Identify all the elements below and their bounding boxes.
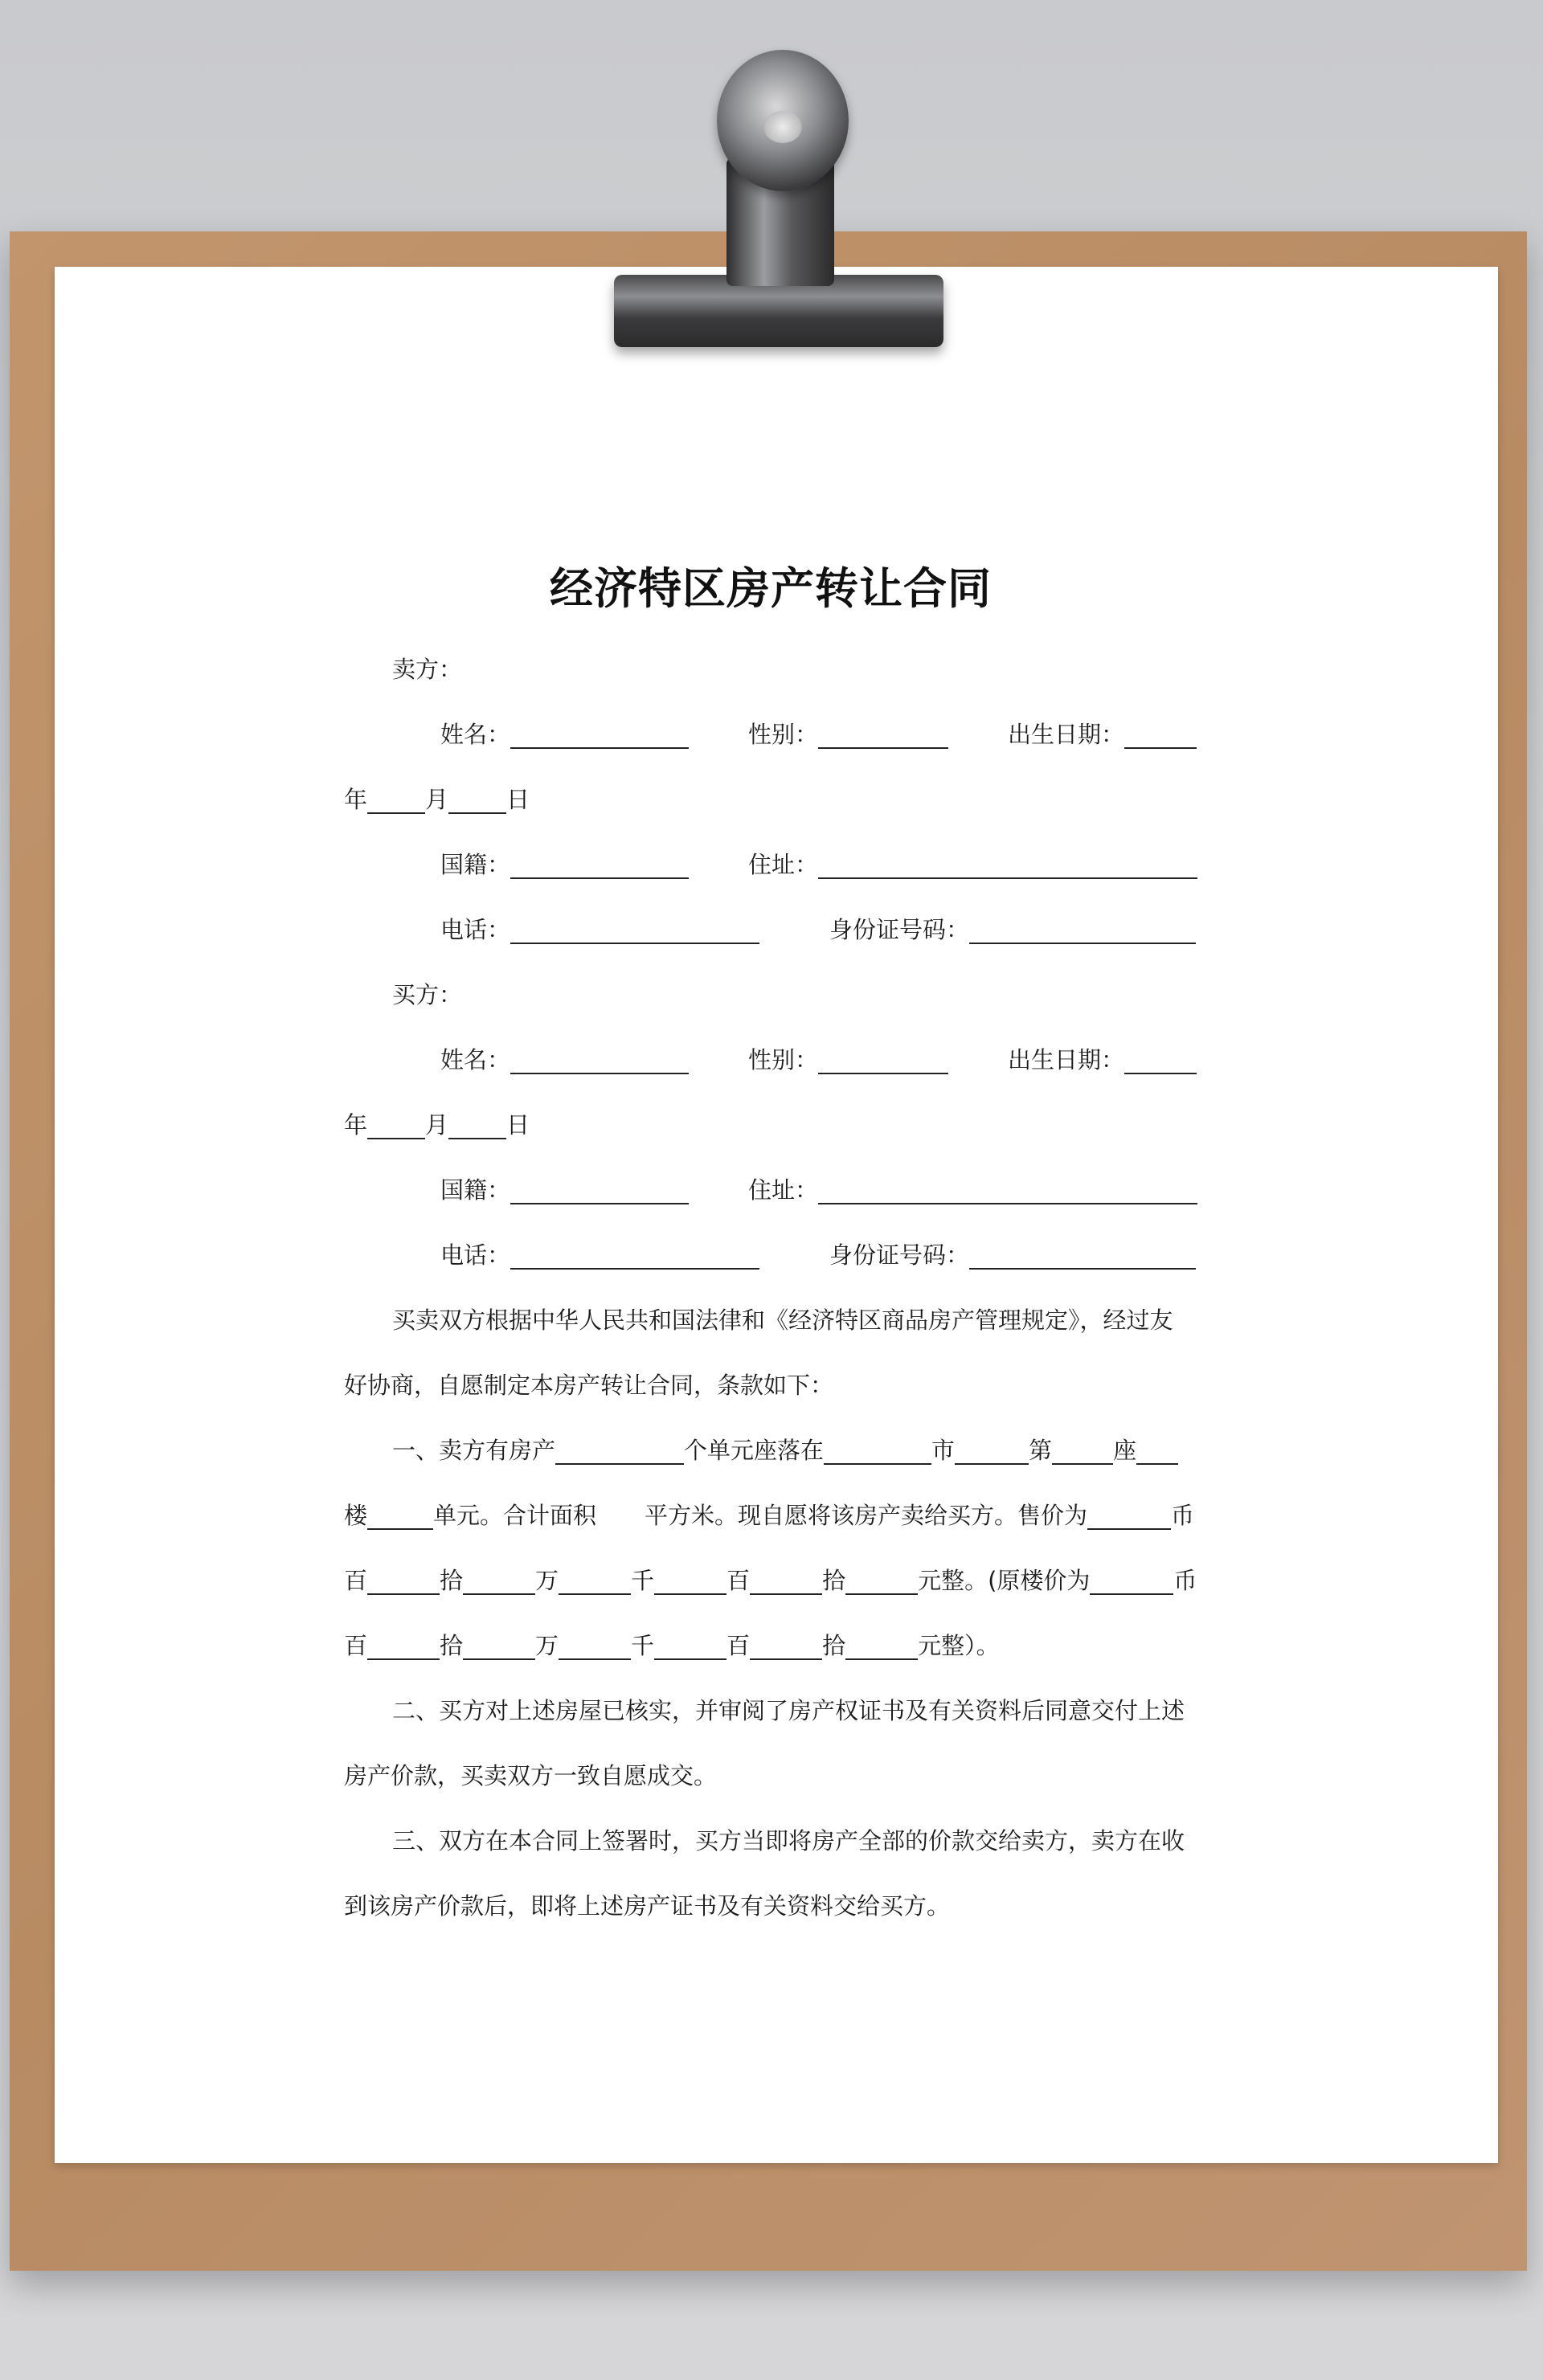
buyer-id-field[interactable] (969, 1233, 1196, 1270)
clause2-line-1: 二、买方对上述房屋已核实，并审阅了房产权证书及有关资料后同意交付上述 (392, 1697, 1185, 1724)
clause3-line-2: 到该房产价款后，即将上述房产证书及有关资料交给买方。 (344, 1892, 951, 1920)
original-price-blank[interactable] (367, 1623, 440, 1660)
seller-heading: 卖方： (392, 656, 463, 683)
price-blank[interactable] (654, 1558, 726, 1595)
buyer-year-field[interactable] (367, 1102, 425, 1139)
buyer-row-4: 电话： 身份证号码： (344, 1223, 1197, 1288)
seller-month-field[interactable] (448, 777, 506, 814)
intro-line-2: 好协商，自愿制定本房产转让合同，条款如下： (344, 1372, 834, 1399)
original-price-blank[interactable] (845, 1623, 918, 1660)
seller-row-2: 年 月 日 (344, 767, 1197, 832)
price-blank[interactable] (559, 1558, 631, 1595)
buyer-row-2: 年 月 日 (344, 1093, 1197, 1158)
seller-id-field[interactable] (969, 907, 1196, 944)
original-price-blank[interactable] (559, 1623, 631, 1660)
seller-year-field[interactable] (367, 777, 425, 814)
buyer-address-field[interactable] (818, 1168, 1197, 1204)
clause1-line-4: 百 拾 万 千 百 拾 元整）。 (344, 1613, 1197, 1679)
price-blank[interactable] (463, 1558, 535, 1595)
price-blank[interactable] (750, 1558, 822, 1595)
seller-phone-field[interactable] (510, 907, 759, 944)
seller-row-1: 姓名： 性别： 出生日期： (344, 702, 1197, 767)
seller-address-field[interactable] (818, 842, 1197, 879)
buyer-phone-field[interactable] (510, 1233, 759, 1270)
seller-nationality-field[interactable] (510, 842, 689, 879)
buyer-row-1: 姓名： 性别： 出生日期： (344, 1028, 1197, 1093)
floor-blank[interactable] (367, 1493, 433, 1530)
buyer-birth-field[interactable] (1124, 1037, 1197, 1074)
location-blank[interactable] (824, 1428, 931, 1465)
price-blank[interactable] (845, 1558, 918, 1595)
city-blank[interactable] (955, 1428, 1029, 1465)
currency-blank[interactable] (1087, 1493, 1171, 1530)
buyer-month-field[interactable] (448, 1102, 506, 1139)
property-blank[interactable] (555, 1428, 684, 1465)
clause3-line-1: 三、双方在本合同上签署时，买方当即将房产全部的价款交给卖方，卖方在收 (392, 1827, 1185, 1855)
buyer-heading: 买方： (392, 981, 463, 1008)
original-price-blank[interactable] (463, 1623, 535, 1660)
clause1-line-1: 一、卖方有房产 个单元座落在 市 第 座 (344, 1418, 1197, 1483)
clause1-line-2: 楼 单元。合计面积 平方米。现自愿将该房产卖给买方。售价为 币 (344, 1483, 1197, 1548)
intro-line-1: 买卖双方根据中华人民共和国法律和《经济特区商品房产管理规定》，经过友 (392, 1307, 1173, 1334)
seller-gender-field[interactable] (818, 712, 948, 749)
clause1-line-3: 百 拾 万 千 百 拾 元整。(原楼价为 币 (344, 1548, 1197, 1613)
clause2-line-2: 房产价款，买卖双方一致自愿成交。 (344, 1762, 718, 1789)
original-currency-blank[interactable] (1090, 1558, 1173, 1595)
seller-row-4: 电话： 身份证号码： (344, 898, 1197, 963)
buyer-nationality-field[interactable] (510, 1168, 689, 1204)
buyer-row-3: 国籍： 住址： (344, 1158, 1197, 1223)
clip-hole (763, 111, 802, 143)
block-blank[interactable] (1052, 1428, 1113, 1465)
contract-title: 经济特区房产转让合同 (550, 563, 992, 614)
price-blank[interactable] (367, 1558, 440, 1595)
original-price-blank[interactable] (750, 1623, 822, 1660)
buyer-name-field[interactable] (510, 1037, 689, 1074)
seller-name-field[interactable] (510, 712, 689, 749)
buyer-gender-field[interactable] (818, 1037, 948, 1074)
seller-row-3: 国籍： 住址： (344, 832, 1197, 898)
seat-blank[interactable] (1136, 1428, 1178, 1465)
original-price-blank[interactable] (654, 1623, 726, 1660)
contract-document (344, 554, 1197, 1939)
seller-birth-field[interactable] (1124, 712, 1197, 749)
